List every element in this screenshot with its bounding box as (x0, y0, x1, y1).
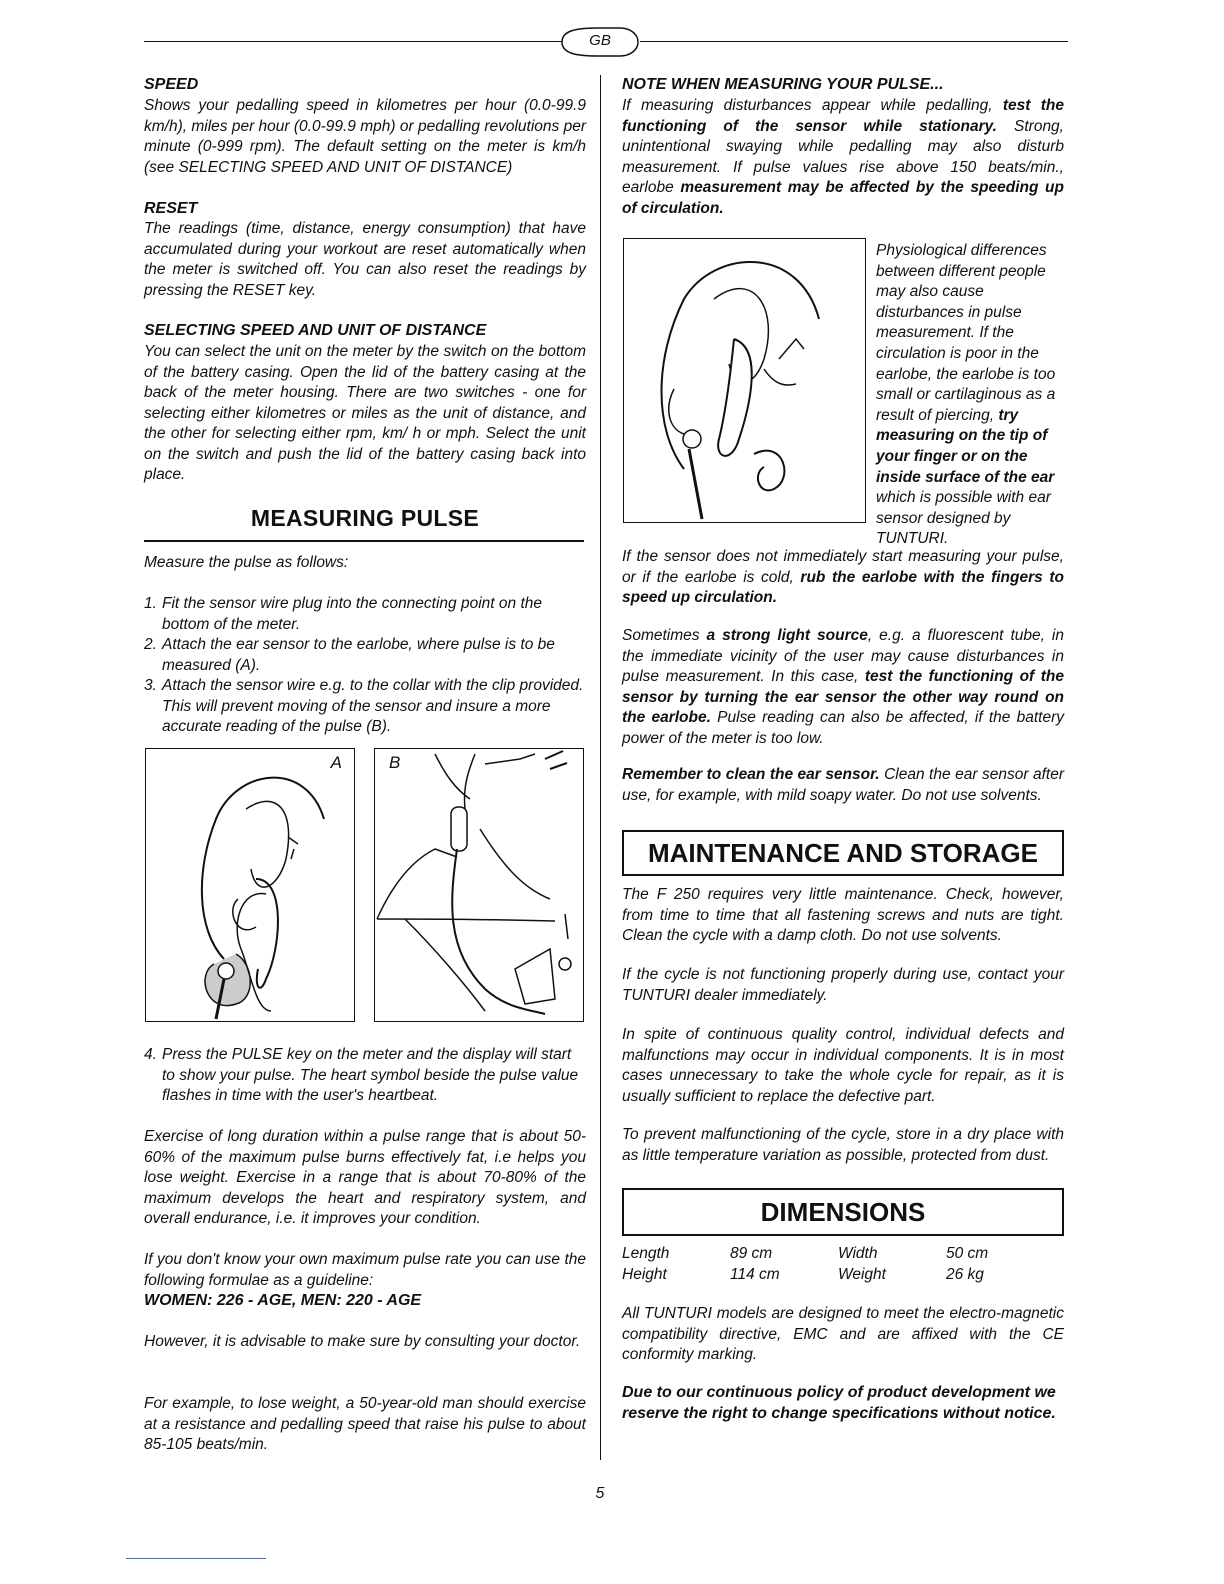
dimensions-table (622, 1243, 1046, 1285)
step-4: 4. Press the PULSE key on the meter and the display will start to show your pulse. The heart symbol beside the pulse value flashes in time with the user's heartbeat. (144, 1046, 579, 1104)
physio-text: Physiological differences between different people may also cause disturbances in pulse measurement. If the circulation is poor in the earlobe, the earlobe is too small or cartilaginous as a result of piercing, try measuring on the tip of your finger or on the inside surface of the ear which is possible with ear sensor designed by TUNTURI. (876, 242, 1056, 548)
neck-clip-illustration (375, 749, 583, 1021)
formula-intro: If you don't know your own maximum pulse rate you can use the following formulae as a guideline: (144, 1251, 586, 1289)
clean-text: Remember to clean the ear sensor. Clean the ear sensor after use, for example, with mild soapy water. Do not use solvents. (622, 766, 1064, 804)
measuring-pulse-heading: MEASURING PULSE (250, 505, 480, 531)
header-rule-right (640, 41, 1068, 42)
light-text: Sometimes a strong light source, e.g. a fluorescent tube, in the immediate vicinity of the user may cause disturbances in pulse measurement. In this case, test the functioning of the sensor by turning the ear sensor the other way round on the earlobe. Pulse reading can also be affected, if the battery power of the meter is too low. (622, 627, 1065, 747)
lang-badge: GB (589, 32, 611, 49)
selecting-text: You can select the unit on the meter by the switch on the bottom of the battery casing. Open the lid of the battery casing at the back of the meter housing. There are two switches - one for selecting either kilometres or miles as the unit of distance, and the other for selecting either rpm, km/ h or mph. Select the unit on the switch and push the lid of the battery casing back into place. (144, 343, 586, 483)
example-text: For example, to lose weight, a 50-year-old man should exercise at a resistance and pedalling speed that raise his pulse to about 85-105 beats/min. (144, 1395, 586, 1453)
steps-list (144, 594, 586, 738)
maintenance-heading: MAINTENANCE AND STORAGE (622, 830, 1064, 876)
page-number: 5 (595, 1485, 605, 1502)
ear-illustration (146, 749, 354, 1021)
ear-inside-illustration (624, 239, 865, 522)
formula: WOMEN: 226 - AGE, MEN: 220 - AGE (144, 1292, 422, 1309)
column-divider (600, 75, 601, 1460)
header-rule-left (144, 41, 562, 42)
policy-text: Due to our continuous policy of product development we reserve the right to change specifications without notice. (622, 1384, 1056, 1422)
note-title: NOTE WHEN MEASURING YOUR PULSE... (622, 76, 944, 93)
maint-text-2: If the cycle is not functioning properly during use, contact your TUNTURI dealer immediately. (622, 966, 1064, 1004)
maint-text-4: To prevent malfunctioning of the cycle, store in a dry place with as little temperature variation as possible, protected from dust. (622, 1126, 1064, 1164)
selecting-title: SELECTING SPEED AND UNIT OF DISTANCE (144, 322, 487, 339)
measure-intro: Measure the pulse as follows: (144, 554, 349, 571)
maint-text-1: The F 250 requires very little maintenance. Check, however, from time to time that all fastening screws and nuts are tight. Clean the cycle with a damp cloth. Do not use solvents. (622, 886, 1064, 944)
step-item: 3. Attach the sensor wire e.g. to the collar with the clip provided. This will prevent moving of the sensor and insure a more accurate reading of the pulse (B). (144, 677, 584, 735)
dimensions-heading: DIMENSIONS (622, 1188, 1064, 1236)
footer-rule (126, 1558, 266, 1559)
step-item: 1. Fit the sensor wire plug into the connecting point on the bottom of the meter. (144, 595, 542, 633)
reset-title: RESET (144, 200, 198, 217)
emc-text: All TUNTURI models are designed to meet the electro-magnetic compatibility directive, EMC and are affixed with the CE conformity marking. (622, 1305, 1064, 1363)
maint-text-3: In spite of continuous quality control, individual defects and malfunctions may occur in individual components. It is in most cases unnecessary to take the whole cycle for repair, as it is usually sufficient to replace the defective part. (622, 1026, 1064, 1105)
exercise-text: Exercise of long duration within a pulse range that is about 50-60% of the maximum pulse burns effectively fat, i.e helps you lose weight. Exercise in a range that is about 70-80% of the maximum develops the heart and respiratory system, and overall endurance, i.e. it improves your condition. (144, 1128, 586, 1227)
figure-b (374, 748, 584, 1022)
measuring-pulse-rule (144, 540, 584, 542)
doctor-text: However, it is advisable to make sure by consulting your doctor. (144, 1333, 581, 1350)
figure-a (145, 748, 355, 1022)
dimensions-row: Height 114 cm Weight 26 kg (622, 1266, 984, 1283)
figure-b-label: B (389, 753, 401, 772)
figure-ear-inside (623, 238, 866, 523)
speed-text: Shows your pedalling speed in kilometres per hour (0.0-99.9 km/h), miles per hour (0.0-99.9 mph) or pedalling revolutions per minute (0-999 rpm). The default setting on the meter is km/h (see SELECTING SPEED AND UNIT OF DISTANCE) (144, 97, 586, 176)
reset-text: The readings (time, distance, energy consumption) that have accumulated during your workout are reset automatically when the meter is switched off. You can also reset the readings by pressing the RESET key. (144, 220, 586, 299)
cold-text: If the sensor does not immediately start measuring your pulse, or if the earlobe is cold, rub the earlobe with the fingers to speed up circulation. (622, 548, 1064, 606)
step-item: 2. Attach the ear sensor to the earlobe, where pulse is to be measured (A). (144, 636, 555, 674)
dimensions-row: Length 89 cm Width 50 cm (622, 1245, 989, 1262)
figure-a-label: A (330, 753, 342, 772)
speed-title: SPEED (144, 76, 199, 93)
note-text: If measuring disturbances appear while pedalling, test the functioning of the sensor while stationary. Strong, unintentional swaying while pedalling may also disturb measurement. If pulse values rise above 150 beats/min., earlobe measurement may be affected by the speeding up of circulation. (622, 97, 1064, 217)
